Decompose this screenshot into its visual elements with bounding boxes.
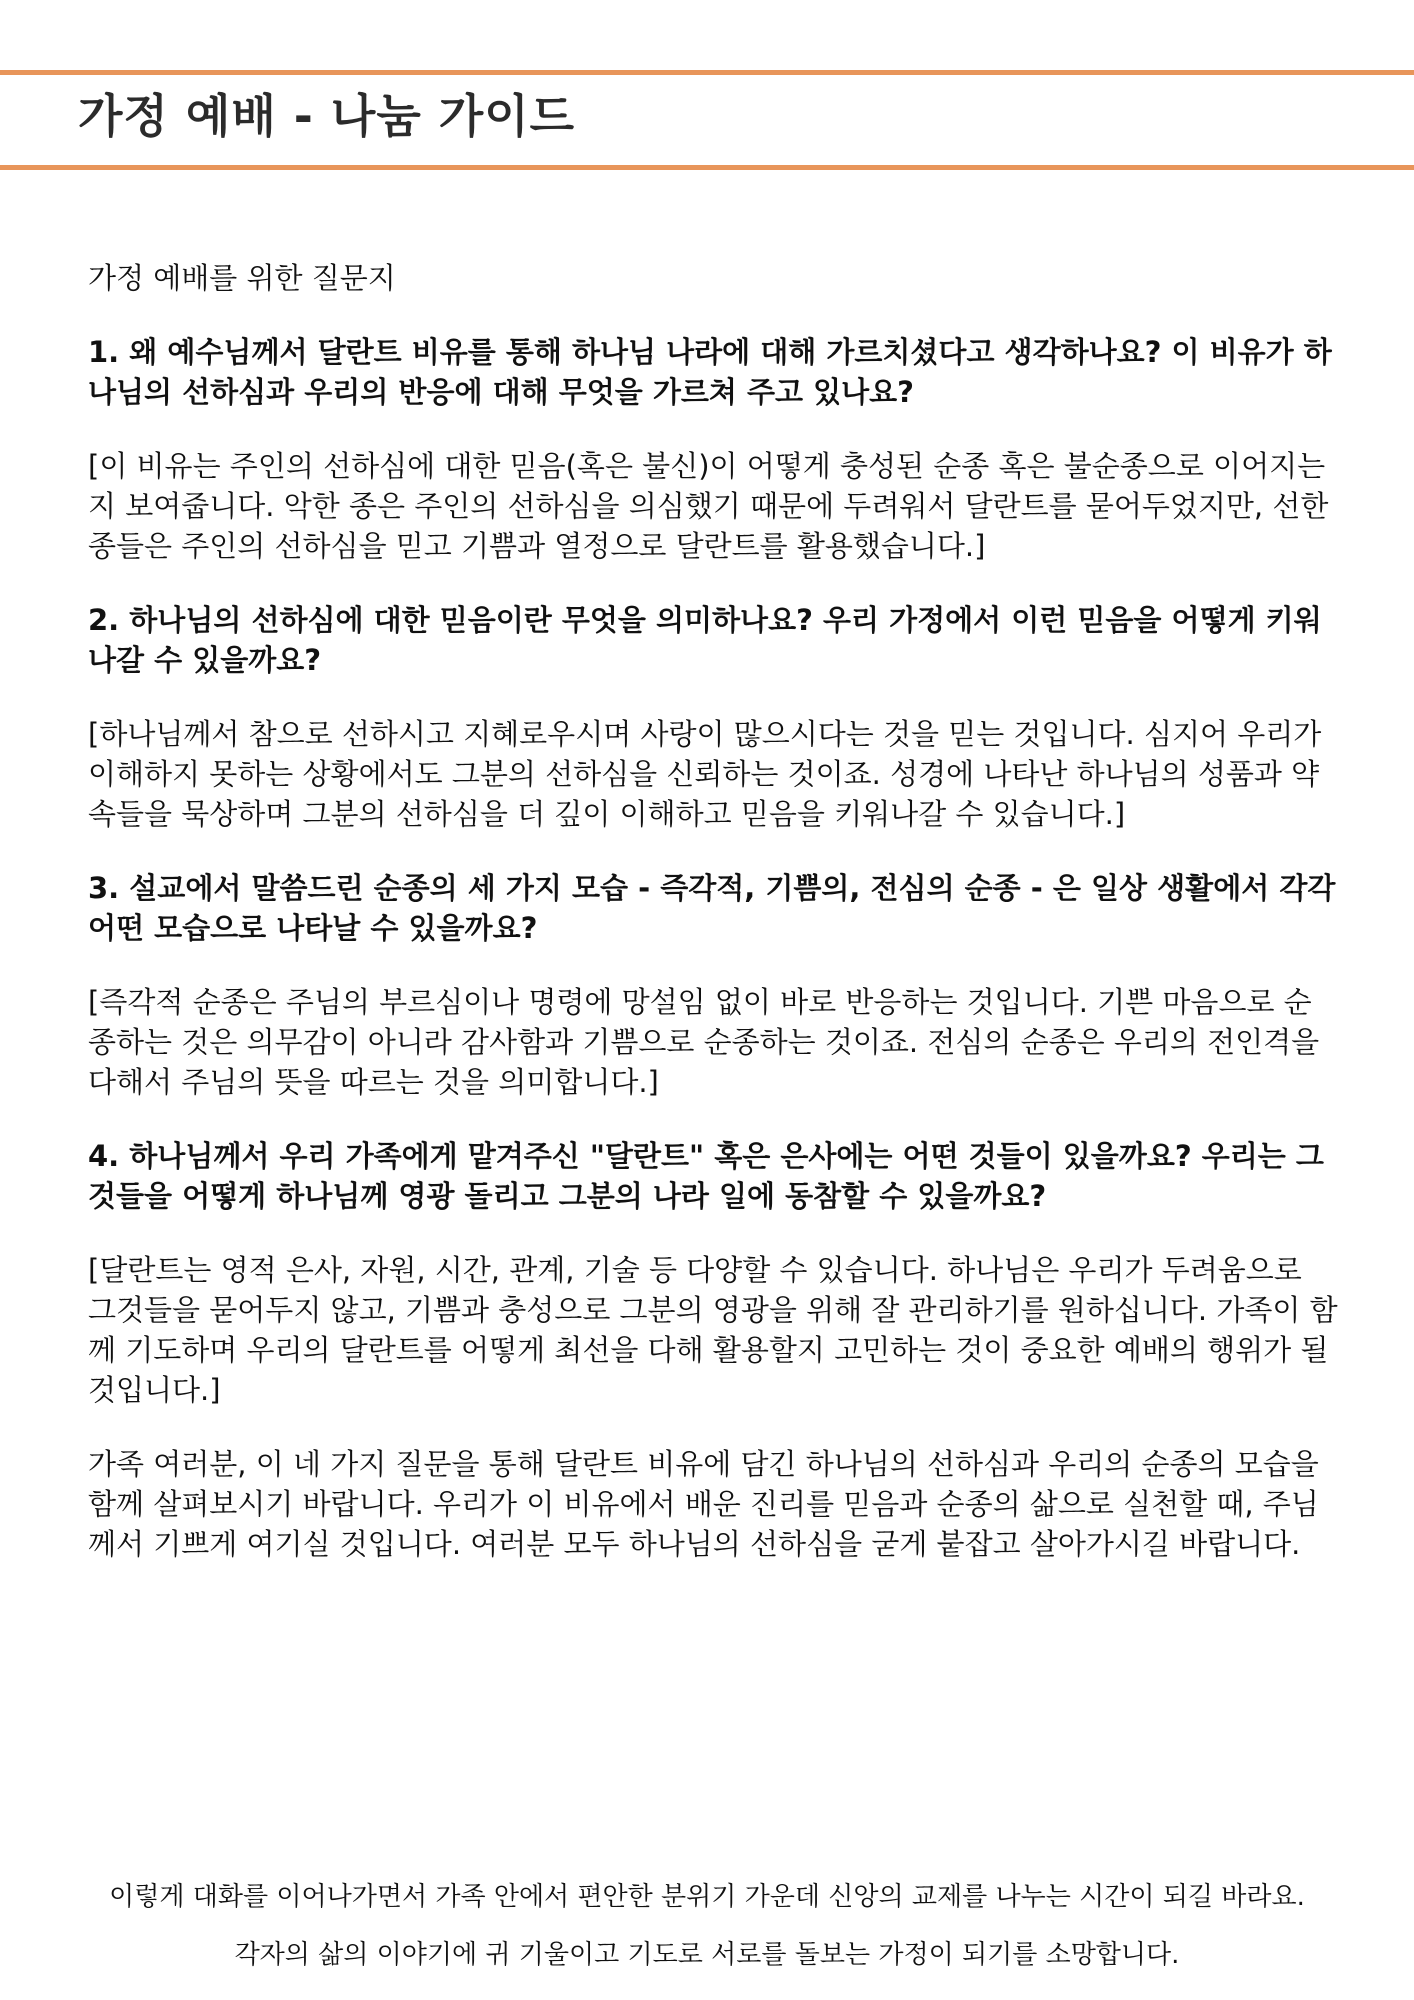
- question-section-1: [88, 332, 1338, 566]
- document-subtitle: 가정 예배를 위한 질문지: [88, 261, 396, 295]
- question-3: 3. 설교에서 말씀드린 순종의 세 가지 모습 - 즉각적, 기쁨의, 전심의 순종 - 은 일상 생활에서 각각 어떤 모습으로 나타날 수 있을까요?: [88, 871, 1336, 945]
- page-title: 가정 예배 - 나눔 가이드: [78, 89, 576, 143]
- question-1: 1. 왜 예수님께서 달란트 비유를 통해 하나님 나라에 대해 가르치셨다고 생각하나요? 이 비유가 하나님의 선하심과 우리의 반응에 대해 무엇을 가르쳐 주고 있나요?: [88, 335, 1332, 409]
- footer-line-2: 각자의 삶의 이야기에 귀 기울이고 기도로 서로를 돌보는 가정이 되기를 소망합니다.: [234, 1940, 1180, 1970]
- footer: [0, 1880, 1414, 1996]
- question-2: 2. 하나님의 선하심에 대한 믿음이란 무엇을 의미하나요? 우리 가정에서 이런 믿음을 어떻게 키워나갈 수 있을까요?: [88, 603, 1322, 677]
- closing-paragraph: 가족 여러분, 이 네 가지 질문을 통해 달란트 비유에 담긴 하나님의 선하심과 우리의 순종의 모습을 함께 살펴보시기 바랍니다. 우리가 이 비유에서 배운 진리를 믿음과 순종의 삶으로 실천할 때, 주님께서 기쁘게 여기실 것입니다. 여러분 모두 하나님의 선하심을 굳게 붙잡고 살아가시길 바랍니다.: [88, 1447, 1319, 1561]
- footer-line-1: 이렇게 대화를 이어나가면서 가족 안에서 편안한 분위기 가운데 신앙의 교제를 나누는 시간이 되길 바라요.: [109, 1882, 1305, 1912]
- question-section-2: [88, 600, 1338, 834]
- answer-2: [하나님께서 참으로 선하시고 지혜로우시며 사랑이 많으시다는 것을 믿는 것입니다. 심지어 우리가 이해하지 못하는 상황에서도 그분의 선하심을 신뢰하는 것이죠. 성경에 나타난 하나님의 성품과 약속들을 묵상하며 그분의 선하심을 더 깊이 이해하고 믿음을 키워나갈 수 있습니다.]: [88, 717, 1322, 831]
- answer-3: [즉각적 순종은 주님의 부르심이나 명령에 망설임 없이 바로 반응하는 것입니다. 기쁜 마음으로 순종하는 것은 의무감이 아니라 감사함과 기쁨으로 순종하는 것이죠. 전심의 순종은 우리의 전인격을 다해서 주님의 뜻을 따르는 것을 의미합니다.]: [88, 985, 1320, 1099]
- question-4: 4. 하나님께서 우리 가족에게 맡겨주신 "달란트" 혹은 은사에는 어떤 것들이 있을까요? 우리는 그것들을 어떻게 하나님께 영광 돌리고 그분의 나라 일에 동참할 수 있을까요?: [88, 1139, 1324, 1213]
- document-body: [88, 258, 1338, 1564]
- header-band: [0, 70, 1414, 170]
- question-section-4: [88, 1136, 1338, 1410]
- question-section-3: [88, 868, 1338, 1102]
- answer-4: [달란트는 영적 은사, 자원, 시간, 관계, 기술 등 다양할 수 있습니다. 하나님은 우리가 두려움으로 그것들을 묻어두지 않고, 기쁨과 충성으로 그분의 영광을 위해 잘 관리하기를 원하십니다. 가족이 함께 기도하며 우리의 달란트를 어떻게 최선을 다해 활용할지 고민하는 것이 중요한 예배의 행위가 될 것입니다.]: [88, 1253, 1338, 1407]
- answer-1: [이 비유는 주인의 선하심에 대한 믿음(혹은 불신)이 어떻게 충성된 순종 혹은 불순종으로 이어지는지 보여줍니다. 악한 종은 주인의 선하심을 의심했기 때문에 두려워서 달란트를 묻어두었지만, 선한 종들은 주인의 선하심을 믿고 기쁨과 열정으로 달란트를 활용했습니다.]: [88, 449, 1329, 563]
